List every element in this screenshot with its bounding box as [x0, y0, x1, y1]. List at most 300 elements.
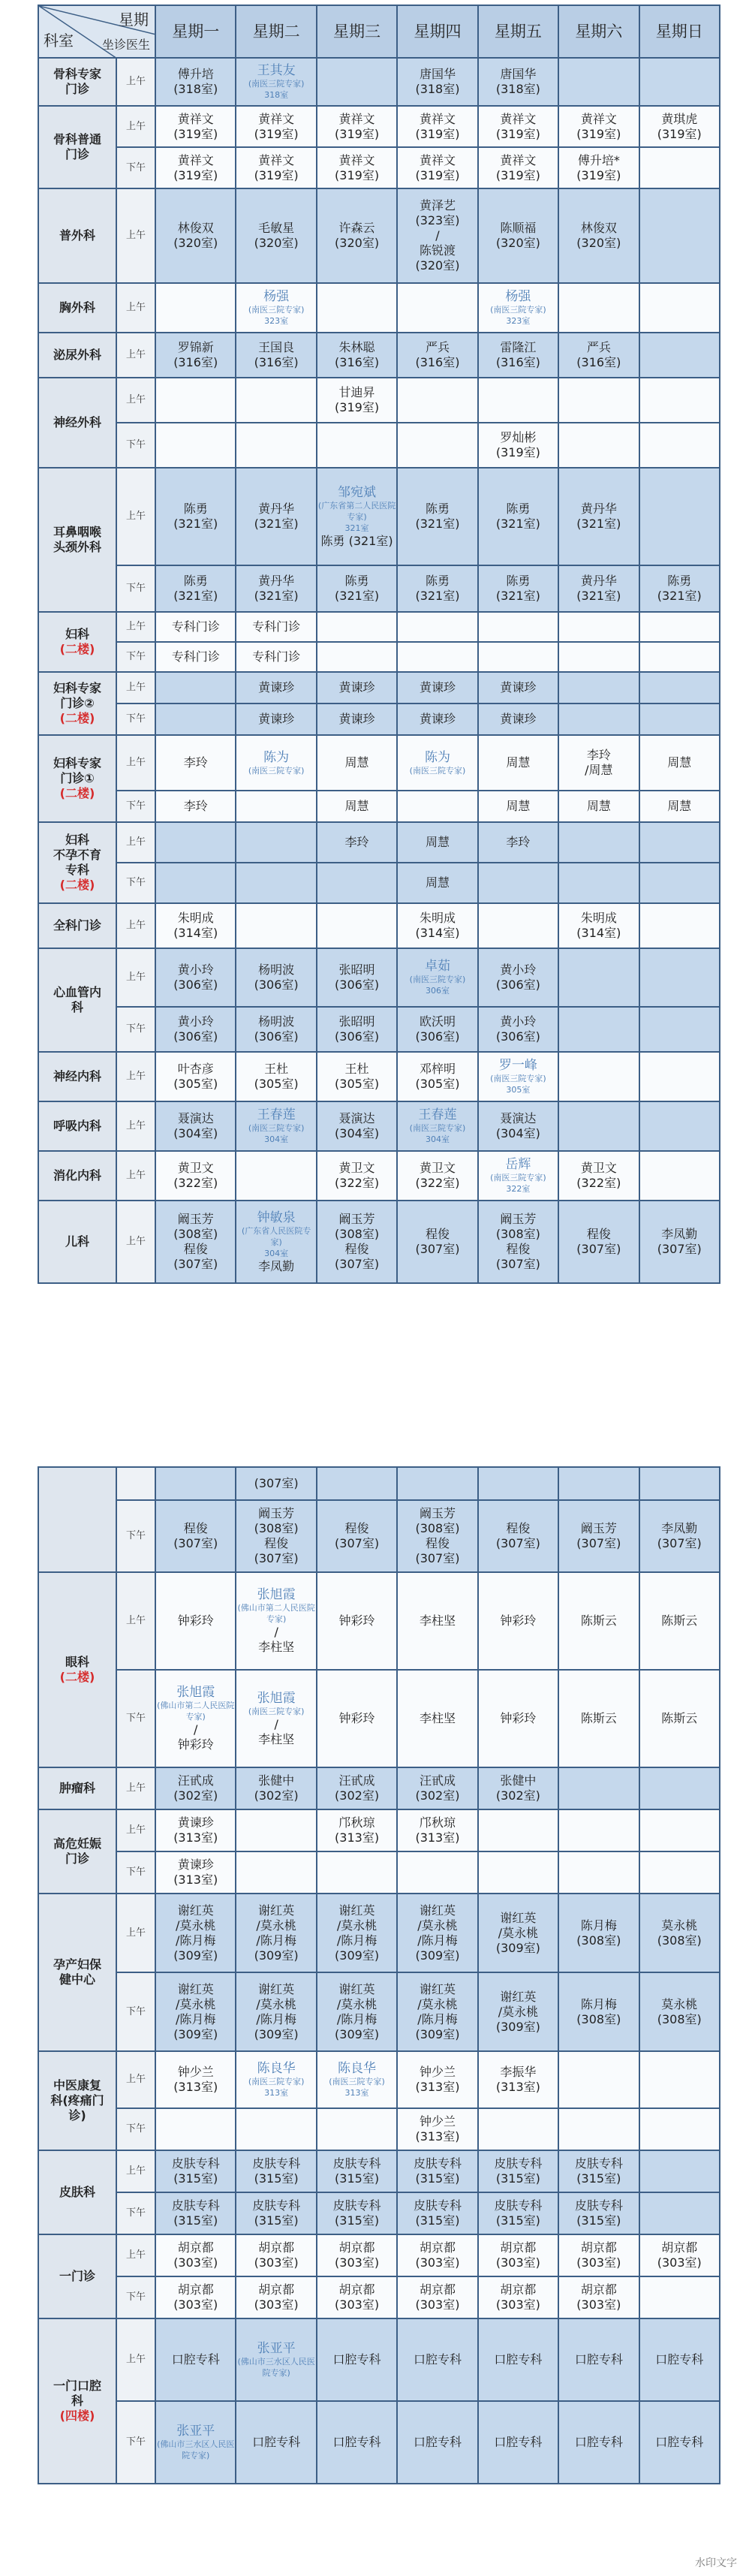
department-label-line: 妇科专家	[53, 681, 101, 695]
schedule-cell	[478, 468, 558, 565]
schedule-cell	[155, 791, 236, 822]
session-label: 上午	[116, 1767, 155, 1809]
schedule-cell	[397, 2051, 477, 2108]
schedule-cell	[558, 2276, 639, 2318]
doctor-entry: 岳辉	[505, 1157, 531, 1172]
schedule-cell	[317, 468, 397, 565]
doctor-entry: 皮肤专科	[171, 2156, 220, 2171]
doctor-entry: (307室)	[254, 1551, 299, 1565]
schedule-cell	[478, 822, 558, 863]
schedule-cell	[639, 1809, 720, 1851]
doctor-entry: 阚玉芳	[258, 1506, 295, 1520]
doctor-entry: (303室)	[495, 2297, 540, 2312]
department-label-line: 门诊	[65, 147, 89, 161]
schedule-cell	[155, 378, 236, 423]
schedule-cell	[397, 903, 477, 948]
session-label: 上午	[116, 612, 155, 642]
corner-dept-label: 科室	[44, 32, 74, 50]
department-label	[38, 2150, 116, 2234]
doctor-entry: 黄小玲	[177, 1014, 214, 1029]
department-label-line: 门诊①	[60, 771, 95, 785]
schedule-cell	[155, 468, 236, 565]
doctor-entry: (306室)	[254, 1029, 299, 1044]
doctor-entry: 黄祥文	[258, 111, 295, 126]
doctor-entry: 黄丹华	[258, 574, 295, 588]
department-label-line: 耳鼻咽喉	[53, 525, 101, 539]
table-row	[38, 333, 720, 378]
schedule-cell	[155, 704, 236, 735]
doctor-entry: (321室)	[415, 589, 460, 603]
doctor-entry: 黄卫文	[419, 1161, 456, 1175]
schedule-cell	[317, 1972, 397, 2051]
schedule-cell	[558, 863, 639, 903]
doctor-entry: 胡京都	[258, 2282, 295, 2297]
session-label: 上午	[116, 2051, 155, 2108]
session-label: 上午	[116, 1572, 155, 1670]
schedule-cell	[236, 188, 316, 283]
schedule-cell	[155, 1151, 236, 1201]
schedule-cell	[155, 903, 236, 948]
doctor-entry: 黄祥文	[419, 152, 456, 167]
doctor-entry: (307室)	[657, 1536, 702, 1550]
doctor-entry: 朱林聪	[338, 340, 375, 354]
session-label: 下午	[116, 1500, 155, 1572]
schedule-cell	[317, 1809, 397, 1851]
session-label: 上午	[116, 1151, 155, 1201]
schedule-cell	[558, 1670, 639, 1767]
doctor-entry: (316室)	[495, 355, 540, 369]
doctor-entry: 黄小玲	[500, 1014, 537, 1029]
schedule-cell	[317, 612, 397, 642]
table-row	[38, 1572, 720, 1670]
session-label: 上午	[116, 58, 155, 106]
doctor-entry: (307室)	[254, 1476, 299, 1490]
doctor-entry: 陈月梅	[580, 1996, 617, 2011]
schedule-cell	[639, 2051, 720, 2108]
doctor-entry: (303室)	[576, 2297, 621, 2312]
schedule-cell	[558, 1101, 639, 1151]
schedule-cell	[478, 1809, 558, 1851]
table-row	[38, 58, 720, 106]
doctor-entry: /莫永桃	[498, 2004, 539, 2019]
schedule-cell	[639, 333, 720, 378]
doctor-entry: 胡京都	[500, 2240, 537, 2255]
doctor-entry: (316室)	[576, 355, 621, 369]
schedule-cell	[155, 1007, 236, 1052]
department-label-line: (二楼)	[59, 878, 95, 892]
doctor-entry: (321室)	[254, 517, 299, 531]
doctor-entry: (309室)	[415, 1948, 460, 1963]
doctor-entry: 钟少兰	[419, 2114, 456, 2129]
doctor-entry: (315室)	[254, 2213, 299, 2228]
schedule-cell	[397, 1151, 477, 1201]
doctor-entry: 口腔专科	[413, 2352, 462, 2367]
table-row	[38, 822, 720, 863]
schedule-cell	[397, 948, 477, 1007]
doctor-entry: (303室)	[335, 2297, 380, 2312]
table-row	[38, 1851, 720, 1894]
doctor-entry: /陈月梅	[256, 1933, 296, 1948]
table-row	[38, 791, 720, 822]
doctor-entry: (319室)	[495, 445, 540, 459]
doctor-entry: 杨强	[263, 289, 290, 304]
doctor-entry: 黄谏珍	[258, 712, 295, 726]
table-row	[38, 1972, 720, 2051]
schedule-cell	[558, 1467, 639, 1500]
doctor-entry: (南医三院专家)	[409, 975, 466, 984]
doctor-entry: 谢红英	[338, 1903, 375, 1918]
doctor-entry: (315室)	[335, 2171, 380, 2186]
schedule-cell	[397, 2108, 477, 2150]
schedule-cell	[397, 2401, 477, 2484]
schedule-cell	[478, 642, 558, 672]
doctor-entry: 黄卫文	[338, 1161, 375, 1175]
doctor-entry: 323室	[506, 316, 531, 326]
schedule-cell	[397, 2234, 477, 2276]
schedule-cell	[558, 612, 639, 642]
schedule-cell	[558, 283, 639, 333]
schedule-cell	[397, 1572, 477, 1670]
doctor-entry: 胡京都	[177, 2240, 214, 2255]
doctor-entry: 张亚平	[176, 2424, 215, 2439]
schedule-cell	[397, 283, 477, 333]
schedule-cell	[155, 2234, 236, 2276]
schedule-cell	[155, 1500, 236, 1572]
schedule-cell	[478, 1467, 558, 1500]
table-row	[38, 1500, 720, 1572]
schedule-cell	[155, 948, 236, 1007]
doctor-entry: 黄祥文	[338, 111, 375, 126]
doctor-entry: (303室)	[657, 2255, 702, 2270]
table-row	[38, 1101, 720, 1151]
doctor-entry: 313室	[344, 2088, 369, 2098]
schedule-cell	[397, 822, 477, 863]
doctor-entry: /	[194, 1722, 198, 1737]
doctor-entry: (313室)	[415, 2080, 460, 2094]
schedule-cell	[397, 1101, 477, 1151]
doctor-entry: 陈良华	[338, 2061, 377, 2076]
doctor-entry: (302室)	[495, 1788, 540, 1803]
schedule-cell	[397, 565, 477, 612]
doctor-entry: 皮肤专科	[332, 2198, 381, 2213]
schedule-cell	[317, 791, 397, 822]
schedule-cell	[478, 283, 558, 333]
doctor-entry: 口腔专科	[494, 2435, 543, 2449]
schedule-cell	[639, 1894, 720, 1972]
schedule-cell	[397, 2318, 477, 2401]
doctor-entry: (314室)	[173, 926, 218, 940]
schedule-cell	[397, 106, 477, 147]
schedule-cell	[155, 565, 236, 612]
session-label: 下午	[116, 704, 155, 735]
doctor-entry: (308室)	[495, 1227, 540, 1241]
doctor-entry: (322室)	[576, 1176, 621, 1190]
doctor-entry: /陈月梅	[417, 1933, 458, 1948]
doctor-entry: (306室)	[254, 978, 299, 992]
schedule-cell	[558, 1972, 639, 2051]
doctor-entry: (319室)	[254, 126, 299, 141]
schedule-cell	[317, 1052, 397, 1101]
schedule-cell	[236, 735, 316, 791]
table-row	[38, 1151, 720, 1201]
schedule-cell	[317, 863, 397, 903]
doctor-entry: 陈为	[424, 749, 450, 765]
doctor-entry: (315室)	[173, 2213, 218, 2228]
doctor-entry: 陈勇	[506, 574, 531, 588]
doctor-entry: (304室)	[495, 1126, 540, 1140]
table-row	[38, 704, 720, 735]
doctor-entry: (303室)	[254, 2255, 299, 2270]
doctor-entry: (307室)	[415, 1551, 460, 1565]
schedule-cell	[639, 903, 720, 948]
doctor-entry: (305室)	[254, 1077, 299, 1091]
schedule-cell	[639, 1851, 720, 1894]
doctor-entry: /莫永桃	[256, 1996, 296, 2011]
schedule-cell	[558, 1767, 639, 1809]
doctor-entry: 胡京都	[500, 2282, 537, 2297]
department-label-line: 泌尿外科	[53, 348, 101, 362]
doctor-entry: 口腔专科	[413, 2435, 462, 2449]
doctor-entry: (318室)	[415, 82, 460, 96]
doctor-entry: 黄小玲	[177, 963, 214, 977]
schedule-cell	[236, 2108, 316, 2150]
schedule-cell	[397, 1894, 477, 1972]
doctor-entry: (302室)	[335, 1788, 380, 1803]
doctor-entry: 黄祥文	[338, 152, 375, 167]
table-row	[38, 672, 720, 704]
doctor-entry: (321室)	[657, 589, 702, 603]
schedule-cell	[478, 333, 558, 378]
doctor-entry: 王国良	[258, 340, 295, 354]
doctor-entry: (321室)	[495, 589, 540, 603]
department-label-line: 皮肤科	[59, 2185, 95, 2199]
doctor-entry: (309室)	[254, 2026, 299, 2041]
doctor-entry: 304室	[264, 1134, 289, 1144]
doctor-entry: 陈斯云	[580, 1613, 617, 1628]
session-label: 上午	[116, 672, 155, 704]
schedule-cell	[478, 1201, 558, 1283]
schedule-cell	[317, 423, 397, 468]
doctor-entry: 皮肤专科	[171, 2198, 220, 2213]
doctor-entry: (南医三院专家)	[248, 79, 305, 89]
doctor-entry: (307室)	[576, 1536, 621, 1550]
doctor-entry: (320室)	[335, 236, 380, 250]
doctor-entry: 口腔专科	[655, 2435, 704, 2449]
schedule-cell	[478, 1151, 558, 1201]
schedule-cell	[478, 1894, 558, 1972]
schedule-cell	[478, 2192, 558, 2234]
table-row	[38, 2150, 720, 2192]
doctor-entry: 黄琪虎	[661, 111, 698, 126]
doctor-entry: (307室)	[576, 1242, 621, 1256]
table-row	[38, 1201, 720, 1283]
doctor-entry: (321室)	[254, 589, 299, 603]
doctor-entry: 皮肤专科	[574, 2198, 623, 2213]
doctor-entry: 313室	[264, 2088, 289, 2098]
doctor-entry: (319室)	[657, 126, 702, 141]
schedule-cell	[236, 1467, 316, 1500]
schedule-cell	[155, 1101, 236, 1151]
doctor-entry: /莫永桃	[336, 1918, 378, 1933]
schedule-cell	[236, 863, 316, 903]
schedule-cell	[397, 1972, 477, 2051]
session-label: 上午	[116, 378, 155, 423]
session-label: 上午	[116, 1809, 155, 1851]
schedule-cell	[155, 147, 236, 188]
doctor-entry: 严兵	[425, 340, 450, 354]
schedule-cell	[639, 106, 720, 147]
doctor-entry: (307室)	[495, 1257, 540, 1271]
department-label	[38, 2051, 116, 2150]
schedule-cell	[639, 612, 720, 642]
doctor-entry: (321室)	[576, 517, 621, 531]
doctor-entry: (309室)	[335, 1948, 380, 1963]
department-label	[38, 672, 116, 735]
doctor-entry: 黄祥文	[500, 111, 537, 126]
department-label-line: 心血管内	[53, 985, 101, 999]
schedule-cell	[639, 2276, 720, 2318]
table-row	[38, 283, 720, 333]
schedule-cell	[397, 863, 477, 903]
doctor-entry: 胡京都	[419, 2282, 456, 2297]
schedule-cell	[639, 948, 720, 1007]
schedule-cell	[478, 863, 558, 903]
doctor-entry: (308室)	[657, 1933, 702, 1948]
schedule-cell	[317, 1007, 397, 1052]
department-label	[38, 1767, 116, 1809]
doctor-entry: (303室)	[576, 2255, 621, 2270]
doctor-entry: (南医三院专家)	[329, 2077, 385, 2086]
schedule-cell	[558, 378, 639, 423]
schedule-cell	[478, 2051, 558, 2108]
doctor-entry: 陈勇	[667, 574, 692, 588]
schedule-cell	[478, 1572, 558, 1670]
watermark: 水印文字	[695, 2557, 737, 2569]
doctor-entry: 黄谏珍	[500, 712, 537, 726]
department-label	[38, 1467, 116, 1572]
doctor-entry: 李柱坚	[419, 1613, 456, 1628]
schedule-cell	[639, 2108, 720, 2150]
day-header: 星期三	[317, 5, 397, 58]
doctor-entry: 皮肤专科	[494, 2156, 543, 2171]
doctor-entry: (316室)	[415, 355, 460, 369]
schedule-cell	[639, 704, 720, 735]
department-label-line: 健中心	[59, 1972, 95, 1987]
schedule-cell	[155, 423, 236, 468]
doctor-entry: (广东省人民医院专家)	[241, 1225, 311, 1247]
schedule-cell	[236, 612, 316, 642]
doctor-entry: (南医三院专家)	[490, 305, 546, 315]
doctor-entry: 黄祥文	[500, 152, 537, 167]
schedule-cell	[639, 1007, 720, 1052]
doctor-entry: 李玲	[183, 799, 208, 813]
schedule-cell	[639, 642, 720, 672]
doctor-entry: 钟彩玲	[338, 1711, 375, 1725]
doctor-entry: 口腔专科	[574, 2435, 623, 2449]
doctor-entry: 张旭霞	[257, 1587, 296, 1602]
doctor-entry: (南医三院专家)	[248, 1123, 305, 1133]
doctor-entry: 陈月梅	[580, 1918, 617, 1933]
schedule-cell	[155, 1201, 236, 1283]
doctor-entry: 皮肤专科	[332, 2156, 381, 2171]
schedule-cell	[236, 468, 316, 565]
doctor-entry: 汪甙成	[338, 1773, 375, 1788]
session-label: 下午	[116, 863, 155, 903]
session-label: 下午	[116, 1007, 155, 1052]
doctor-entry: (320室)	[495, 236, 540, 250]
schedule-cell	[478, 1972, 558, 2051]
department-label	[38, 1151, 116, 1201]
doctor-entry: (佛山市第二人民医院专家)	[237, 1603, 315, 1624]
doctor-entry: 程俊	[344, 1242, 369, 1256]
doctor-entry: (307室)	[173, 1536, 218, 1550]
doctor-entry: 皮肤专科	[574, 2156, 623, 2171]
doctor-entry: (319室)	[335, 126, 380, 141]
schedule-cell	[397, 147, 477, 188]
session-label: 下午	[116, 2276, 155, 2318]
doctor-entry: 318室	[264, 90, 289, 100]
department-label-line: 消化内科	[53, 1168, 101, 1183]
doctor-entry: 李玲	[506, 835, 531, 849]
session-label: 上午	[116, 2234, 155, 2276]
department-label	[38, 2234, 116, 2318]
doctor-entry: 聂演达	[338, 1111, 375, 1125]
schedule-cell	[397, 2192, 477, 2234]
doctor-entry: 李柱坚	[258, 1731, 295, 1746]
schedule-cell	[317, 2276, 397, 2318]
doctor-entry: 甘迪昇	[338, 385, 375, 399]
doctor-entry: 王春莲	[418, 1107, 457, 1122]
department-label-line: 眼科	[65, 1655, 89, 1669]
schedule-cell	[478, 704, 558, 735]
schedule-cell	[478, 903, 558, 948]
schedule-cell	[478, 1851, 558, 1894]
doctor-entry: 周慧	[506, 799, 531, 813]
doctor-entry: 张健中	[500, 1773, 537, 1788]
doctor-entry: (308室)	[415, 1521, 460, 1535]
doctor-entry: /莫永桃	[498, 1925, 539, 1940]
doctor-entry: 李柱坚	[258, 1640, 295, 1654]
doctor-entry: (305室)	[173, 1077, 218, 1091]
doctor-entry: (307室)	[335, 1536, 380, 1550]
doctor-entry: (315室)	[576, 2213, 621, 2228]
doctor-entry: (302室)	[173, 1788, 218, 1803]
schedule-cell	[558, 188, 639, 283]
schedule-cell	[478, 378, 558, 423]
table-header	[38, 5, 720, 58]
schedule-cell	[236, 333, 316, 378]
doctor-entry: 皮肤专科	[413, 2156, 462, 2171]
schedule-cell	[236, 948, 316, 1007]
schedule-cell	[558, 2108, 639, 2150]
schedule-cell	[236, 378, 316, 423]
schedule-cell	[155, 188, 236, 283]
doctor-entry: 304室	[425, 1134, 450, 1144]
schedule-cell	[639, 735, 720, 791]
doctor-entry: (306室)	[173, 1029, 218, 1044]
schedule-cell	[155, 1052, 236, 1101]
doctor-entry: 李玲	[344, 835, 369, 849]
doctor-entry: 朱明成	[177, 911, 214, 925]
session-label: 上午	[116, 333, 155, 378]
doctor-entry: 严兵	[586, 340, 611, 354]
schedule-cell	[236, 1572, 316, 1670]
doctor-entry: 黄谏珍	[419, 680, 456, 694]
doctor-entry: 钟彩玲	[338, 1613, 375, 1628]
schedule-cell	[236, 791, 316, 822]
schedule-cell	[558, 565, 639, 612]
schedule-cell	[155, 2401, 236, 2484]
